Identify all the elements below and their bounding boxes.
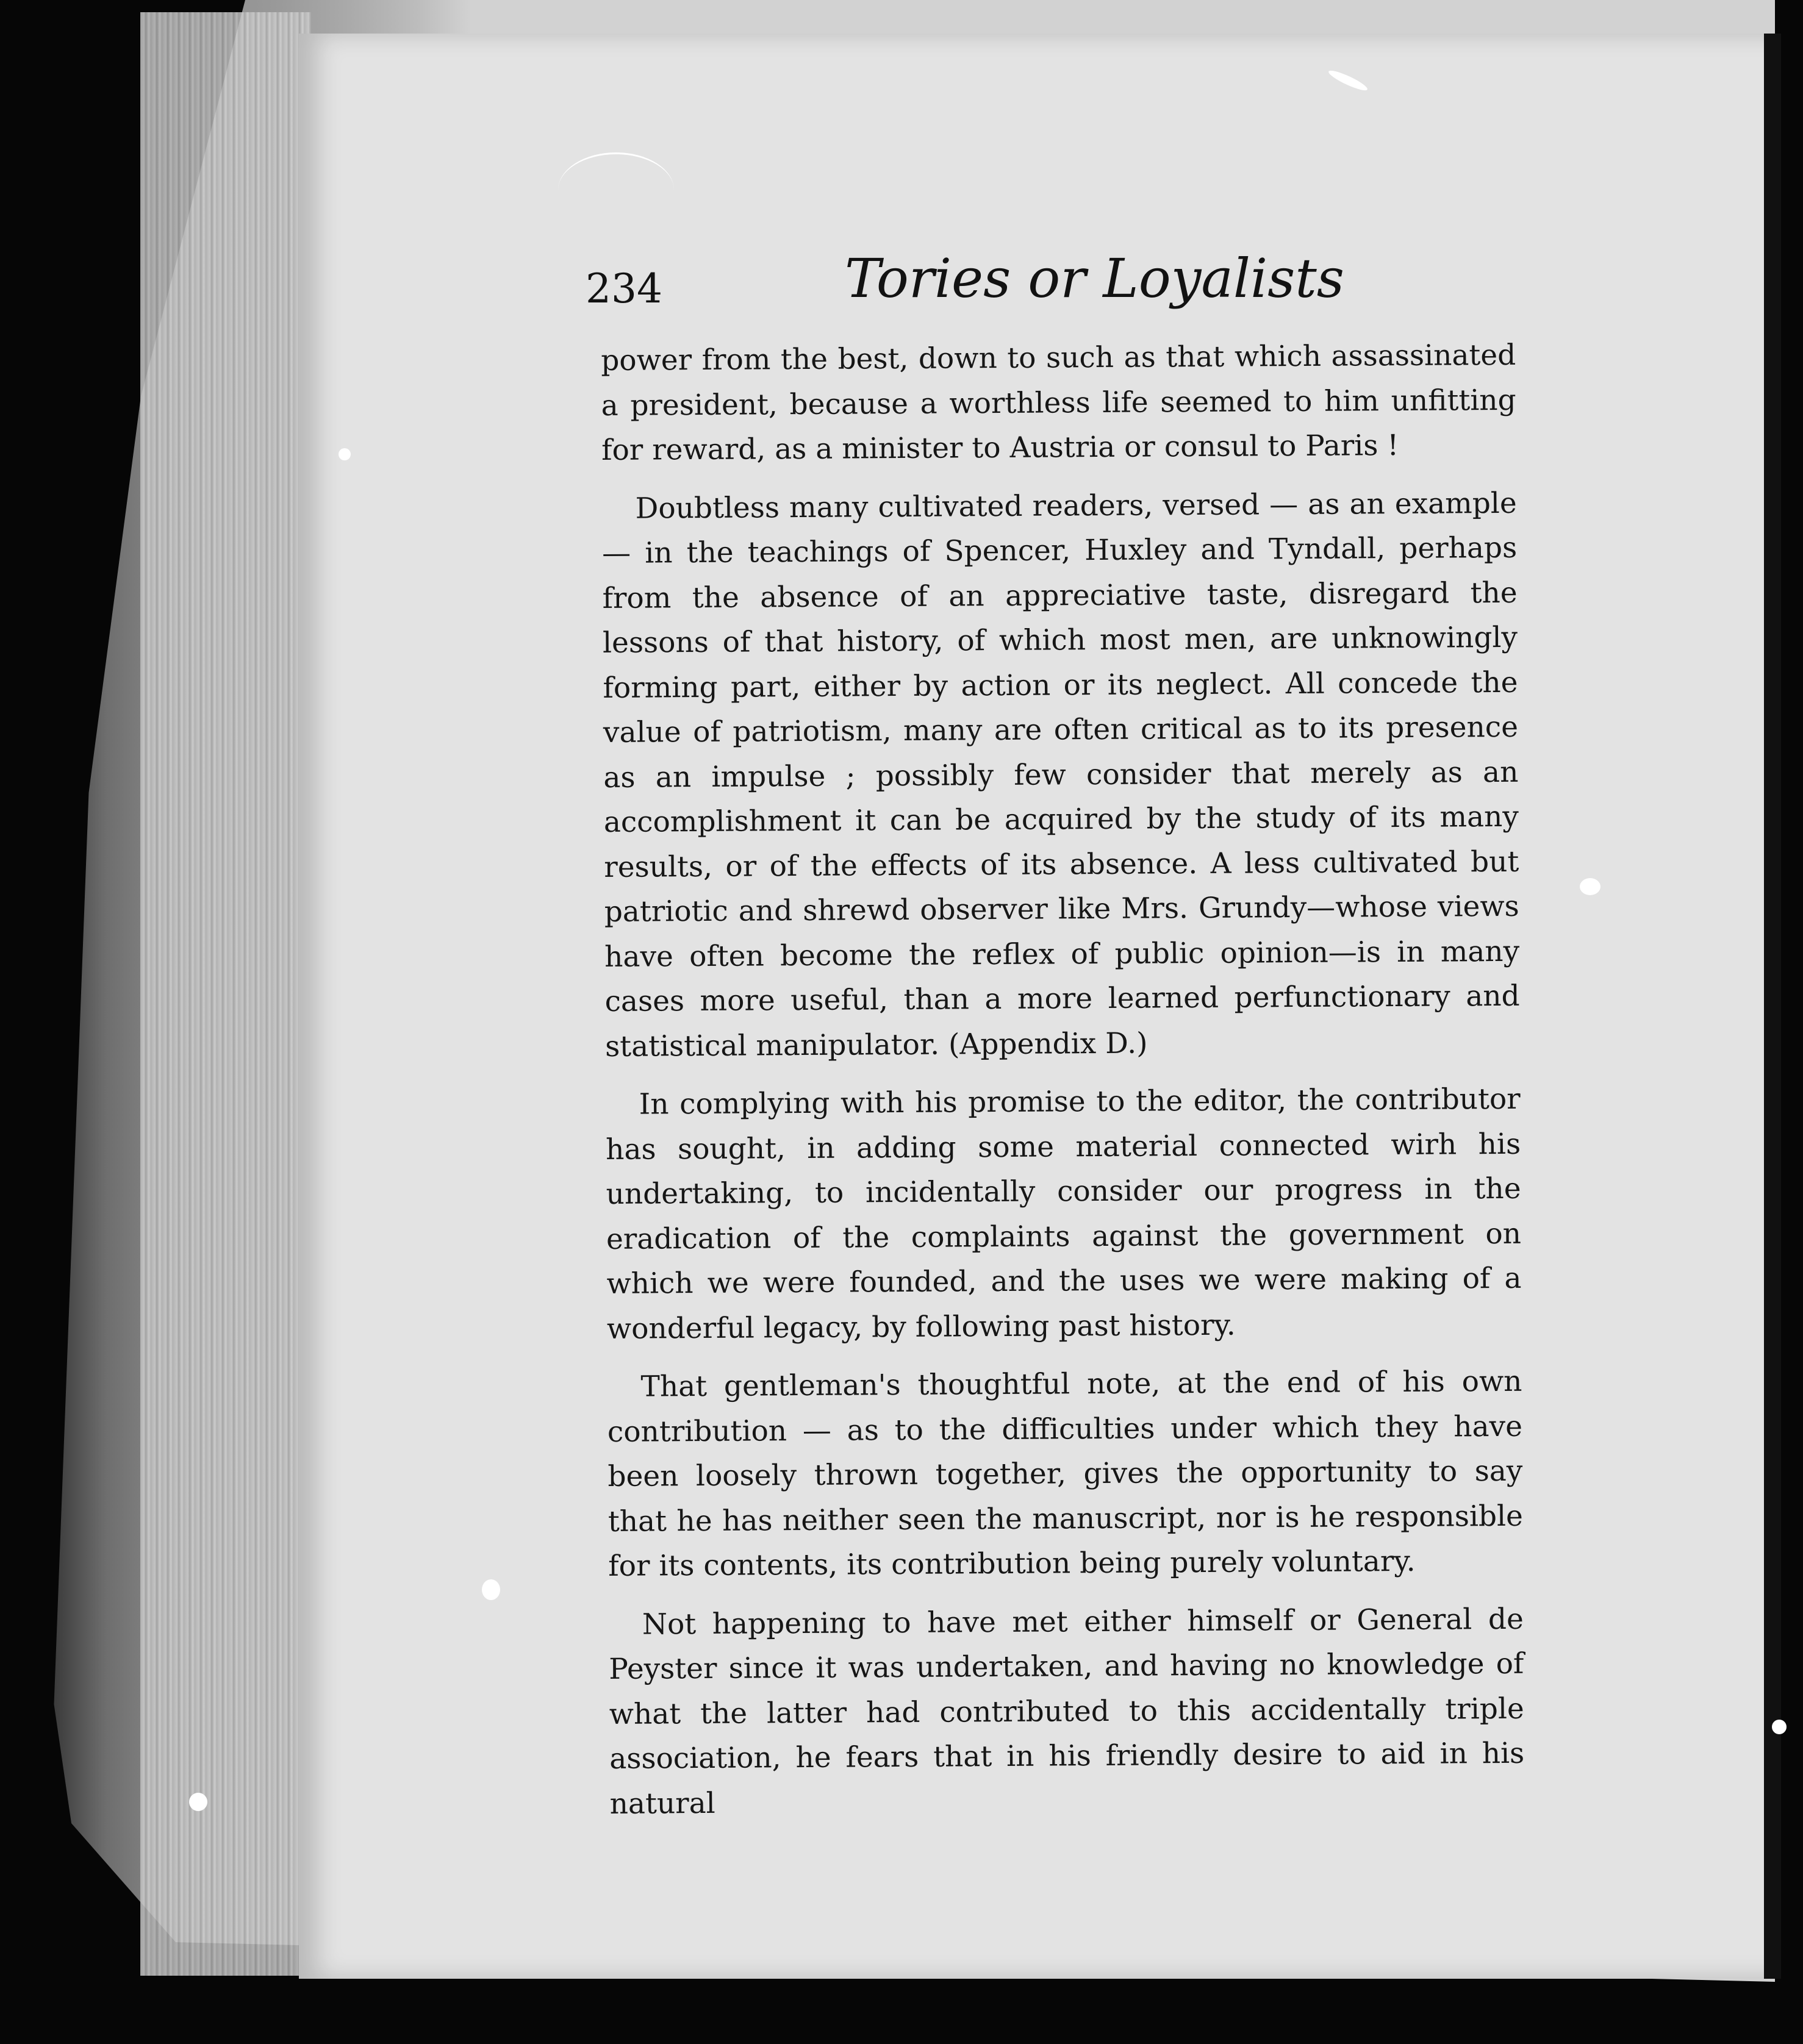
dust-speck: [1772, 1720, 1787, 1734]
facing-page-edge: [1764, 34, 1781, 1979]
page-body: [601, 333, 1525, 1840]
running-title: Tories or Loyalists: [845, 247, 1344, 310]
dust-speck: [189, 1793, 207, 1811]
page-number: 234: [586, 265, 662, 312]
paragraph: Not happening to have met either himself or General de Peyster since it was undertaken, and having no knowledge of what the latter had contributed to this accidentally triple association, he fears that in his friendly desire to aid in his natural: [609, 1602, 1525, 1821]
dust-speck: [339, 448, 351, 460]
page-edges: [140, 12, 311, 1976]
dust-speck: [482, 1579, 500, 1600]
paragraph: In complying with his promise to the editor, the contributor has sought, in adding some material connected wirh his undertaking, to incidentally consider our progress in the eradication of the complaints against the government on which we were founded, and the uses we were making of a wonderful legacy, by following past history.: [605, 1082, 1522, 1346]
page-header: [586, 241, 1561, 332]
paragraph: Doubtless many cultivated readers, versed — as an example — in the teachings of Spencer, Huxley and Tyndall, perhaps from the absence of an appreciative taste, disregard the lessons of that history, of which most men, are unknowingly forming part, either by action or its neglect. All concede the value of patriotism, many are often critical as to its presence as an impulse ; possibly few consider that merely as an accomplishment it can be acquired by the study of its many results, or of the effects of its absence. A less cultivated but patriotic and shrewd observer like Mrs. Grundy—whose views have often become the reflex of public opinion—is in many cases more useful, than a more learned perfunctionary and statistical manipulator. (Appendix D.): [601, 486, 1520, 1063]
paragraph: power from the best, down to such as that which assassinated a president, because a worthless life seemed to him unfitting for reward, as a minister to Austria or consul to Paris !: [601, 338, 1516, 467]
film-scratch: [558, 152, 674, 227]
dust-speck: [1580, 878, 1600, 895]
paragraph: That gentleman's thoughtful note, at the end of his own contribution — as to the difficulties under which they have been loosely thrown together, gives the opportunity to say that he has neither seen the manuscript, nor is he responsible for its contents, its contribution being purely voluntary.: [607, 1364, 1523, 1583]
